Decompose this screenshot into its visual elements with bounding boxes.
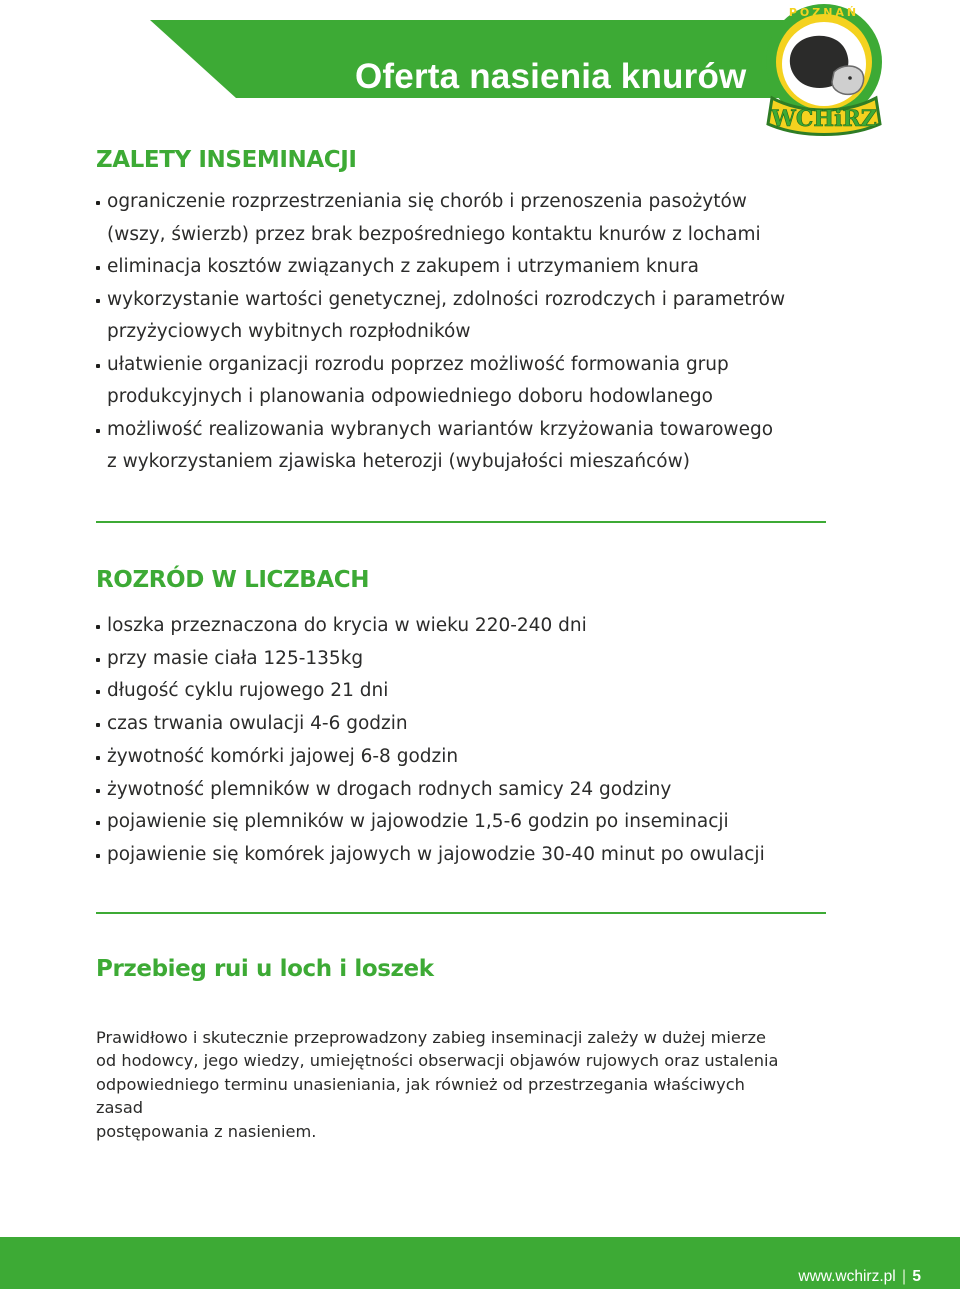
logo-wordmark xyxy=(770,106,877,132)
list-item-line: produkcyjnych i planowania odpowiedniego doboru hodowlanego xyxy=(107,386,713,407)
list-item-line: eliminacja kosztów związanych z zakupem i utrzymaniem knura xyxy=(107,256,699,277)
list-item-line: przyżyciowych wybitnych rozpłodników xyxy=(107,321,471,342)
list-item-line: przy masie ciała 125-135kg xyxy=(107,647,364,669)
section-divider xyxy=(96,912,826,914)
paragraph-line: postępowania z nasieniem. xyxy=(96,1121,317,1141)
list-item-line: loszka przeznaczona do krycia w wieku 220-240 dni xyxy=(107,615,587,636)
list-item xyxy=(96,708,765,741)
list-item-line: długość cyklu rujowego 21 dni xyxy=(107,680,389,702)
svg-text:WCHiRZ: WCHiRZ xyxy=(771,106,877,132)
list-item-line: żywotność komórki jajowej 6-8 godzin xyxy=(107,745,459,767)
footer-text xyxy=(798,1268,921,1286)
list-item xyxy=(96,284,785,349)
bullet-dot xyxy=(96,658,100,662)
section-heading-zalety: ZALETY INSEMINACJI xyxy=(96,147,357,173)
list-item-line: z wykorzystaniem zjawiska heterozji (wybujałości mieszańców) xyxy=(107,451,690,472)
list-item xyxy=(96,774,765,807)
paragraph-line: odpowiedniego terminu unasieniania, jak również od przestrzegania właściwych zasad xyxy=(96,1074,745,1118)
list-item xyxy=(96,806,765,839)
section-heading-rozrod: ROZRÓD W LICZBACH xyxy=(96,567,370,593)
list-item-line: ułatwienie organizacji rozrodu poprzez możliwość formowania grup xyxy=(107,353,729,375)
page-number: 5 xyxy=(912,1268,921,1285)
paragraph-line: od hodowcy, jego wiedzy, umiejętności obserwacji objawów rujowych oraz ustalenia xyxy=(96,1051,779,1071)
paragraph-line: Prawidłowo i skutecznie przeprowadzony zabieg inseminacji zależy w dużej mierze xyxy=(96,1028,766,1047)
bullet-dot xyxy=(96,364,100,368)
list-item-line: (wszy, świerzb) przez brak bezpośredniego kontaktu knurów z lochami xyxy=(107,223,761,245)
footer-url-link[interactable]: www.wchirz.pl xyxy=(798,1268,896,1285)
bullet-dot xyxy=(96,854,100,858)
section-heading-przebieg: Przebieg rui u loch i loszek xyxy=(96,956,434,982)
list-item-line: ograniczenie rozprzestrzeniania się chorób i przenoszenia pasożytów xyxy=(107,191,747,212)
list-item-line: pojawienie się plemników w jajowodzie 1,5-6 godzin po inseminacji xyxy=(107,811,729,833)
bullet-dot xyxy=(96,625,100,629)
intro-paragraph xyxy=(96,1026,796,1143)
bullet-dot xyxy=(96,756,100,760)
bullet-dot xyxy=(96,821,100,825)
footer-separator: | xyxy=(902,1268,907,1285)
list-item xyxy=(96,839,765,872)
list-item xyxy=(96,741,765,774)
list-item xyxy=(96,643,765,676)
list-item xyxy=(96,251,785,284)
zalety-list xyxy=(96,186,785,479)
list-item-line: czas trwania owulacji 4-6 godzin xyxy=(107,713,408,735)
list-item-line: wykorzystanie wartości genetycznej, zdolności rozrodczych i parametrów xyxy=(107,288,786,310)
bullet-dot xyxy=(96,266,100,270)
list-item xyxy=(96,414,785,479)
list-item-line: pojawienie się komórek jajowych w jajowodzie 30-40 minut po owulacji xyxy=(107,843,765,865)
list-item-line: możliwość realizowania wybranych wariantów krzyżowania towarowego xyxy=(107,418,774,440)
svg-text:POZNAŃ: POZNAŃ xyxy=(788,6,860,19)
list-item-line: żywotność plemników w drogach rodnych samicy 24 godziny xyxy=(107,778,672,800)
rozrod-list xyxy=(96,610,765,872)
bullet-dot xyxy=(96,723,100,727)
bullet-dot xyxy=(96,789,100,793)
list-item xyxy=(96,349,785,414)
section-divider xyxy=(96,521,826,523)
wchirz-logo xyxy=(762,2,886,136)
page-title: Oferta nasienia knurów xyxy=(355,57,747,97)
logo-top-text xyxy=(789,6,859,19)
bullet-dot xyxy=(96,201,100,205)
list-item xyxy=(96,610,765,643)
list-item xyxy=(96,186,785,251)
list-item xyxy=(96,675,765,708)
bullet-dot xyxy=(96,429,100,433)
bullet-dot xyxy=(96,690,100,694)
bullet-dot xyxy=(96,299,100,303)
